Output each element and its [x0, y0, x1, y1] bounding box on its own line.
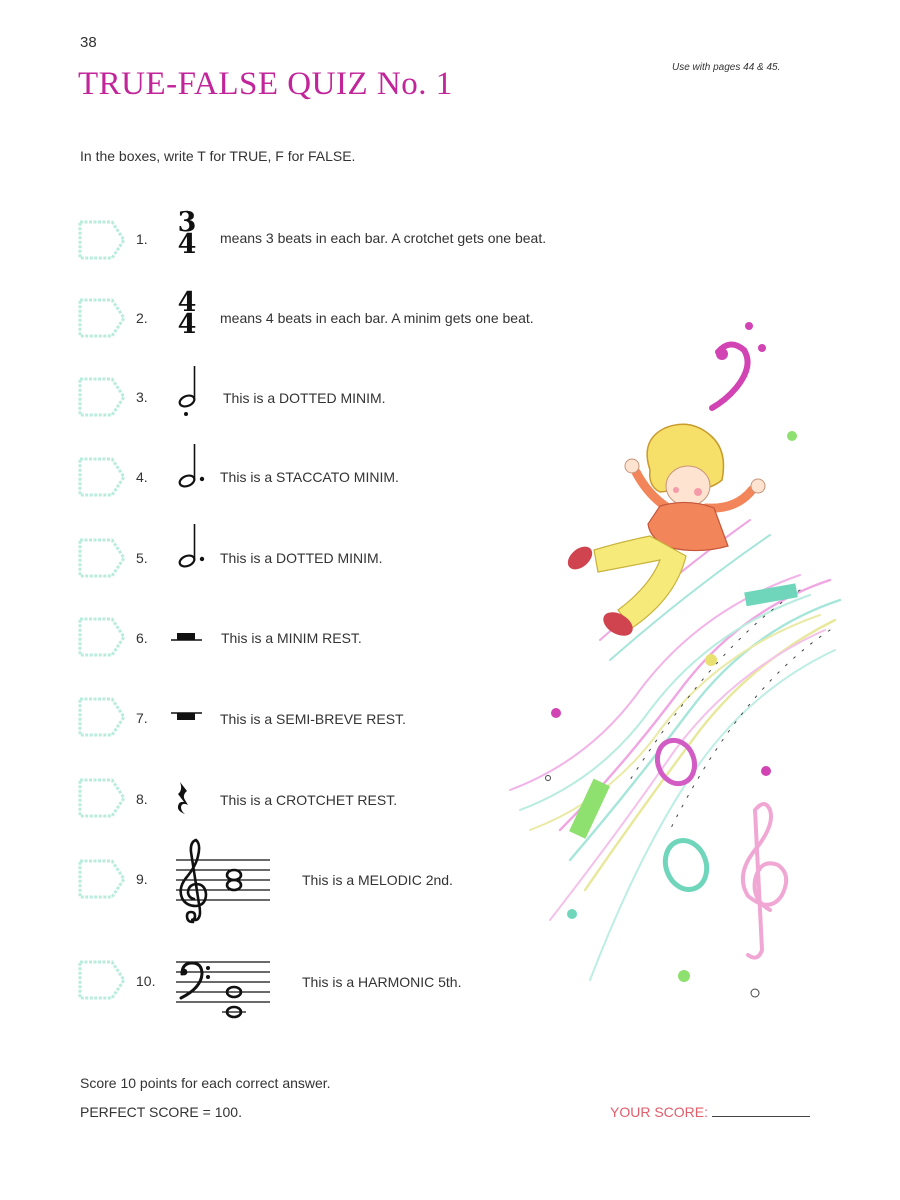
question-text: This is a CROTCHET REST. — [220, 792, 398, 808]
question-text: This is a STACCATO MINIM. — [220, 469, 399, 485]
question-text: This is a DOTTED MINIM. — [223, 390, 386, 406]
staccato-minim-icon — [172, 362, 208, 418]
time-signature-bottom: 4 — [177, 229, 197, 260]
time-signature-4-4-icon — [176, 287, 198, 340]
minim-rest-icon — [170, 630, 204, 644]
child-sliding-illustration — [500, 310, 880, 1010]
time-signature-top: 3 — [177, 207, 197, 238]
question-number: 7. — [136, 710, 148, 726]
question-text: This is a MELODIC 2nd. — [302, 872, 453, 888]
question-number: 1. — [136, 231, 148, 247]
answer-box-4[interactable] — [78, 457, 126, 497]
answer-box-3[interactable] — [78, 377, 126, 417]
question-number: 10. — [136, 973, 156, 989]
question-text: This is a HARMONIC 5th. — [302, 974, 462, 990]
question-text: This is a MINIM REST. — [221, 630, 362, 646]
answer-box-7[interactable] — [78, 697, 126, 737]
question-text: This is a SEMI-BREVE REST. — [220, 711, 406, 727]
answer-box-9[interactable] — [78, 859, 126, 899]
your-score-label: YOUR SCORE: — [610, 1104, 709, 1120]
answer-box-1[interactable] — [78, 220, 126, 260]
question-number: 6. — [136, 630, 148, 646]
answer-box-2[interactable] — [78, 298, 126, 338]
instructions: In the boxes, write T for TRUE, F for FALSE. — [80, 148, 356, 164]
use-note: Use with pages 44 & 45. — [672, 62, 781, 73]
time-signature-bottom: 4 — [177, 309, 197, 340]
time-signature-top: 4 — [177, 287, 197, 318]
score-instruction: Score 10 points for each correct answer. — [80, 1075, 331, 1091]
dotted-minim-icon — [172, 520, 208, 576]
question-number: 2. — [136, 310, 148, 326]
answer-box-6[interactable] — [78, 617, 126, 657]
your-score-field[interactable] — [712, 1104, 810, 1117]
time-signature-3-4-icon — [176, 207, 198, 260]
question-text: means 3 beats in each bar. A crotchet gets one beat. — [220, 230, 547, 246]
answer-box-5[interactable] — [78, 538, 126, 578]
question-number: 8. — [136, 791, 148, 807]
semibreve-rest-icon — [170, 710, 204, 724]
your-score — [610, 1104, 810, 1120]
question-text: This is a DOTTED MINIM. — [220, 550, 383, 566]
question-text: means 4 beats in each bar. A minim gets one beat. — [220, 310, 534, 326]
answer-box-10[interactable] — [78, 960, 126, 1000]
crotchet-rest-icon — [174, 780, 194, 816]
question-number: 9. — [136, 871, 148, 887]
page-number: 38 — [80, 34, 97, 51]
treble-staff-interval-icon — [176, 838, 272, 926]
bass-staff-interval-icon — [176, 958, 272, 1020]
question-number: 4. — [136, 469, 148, 485]
perfect-score: PERFECT SCORE = 100. — [80, 1104, 242, 1120]
page-title: TRUE-FALSE QUIZ No. 1 — [78, 66, 453, 102]
dotted-minim-icon — [172, 440, 208, 496]
question-number: 3. — [136, 389, 148, 405]
question-number: 5. — [136, 550, 148, 566]
answer-box-8[interactable] — [78, 778, 126, 818]
